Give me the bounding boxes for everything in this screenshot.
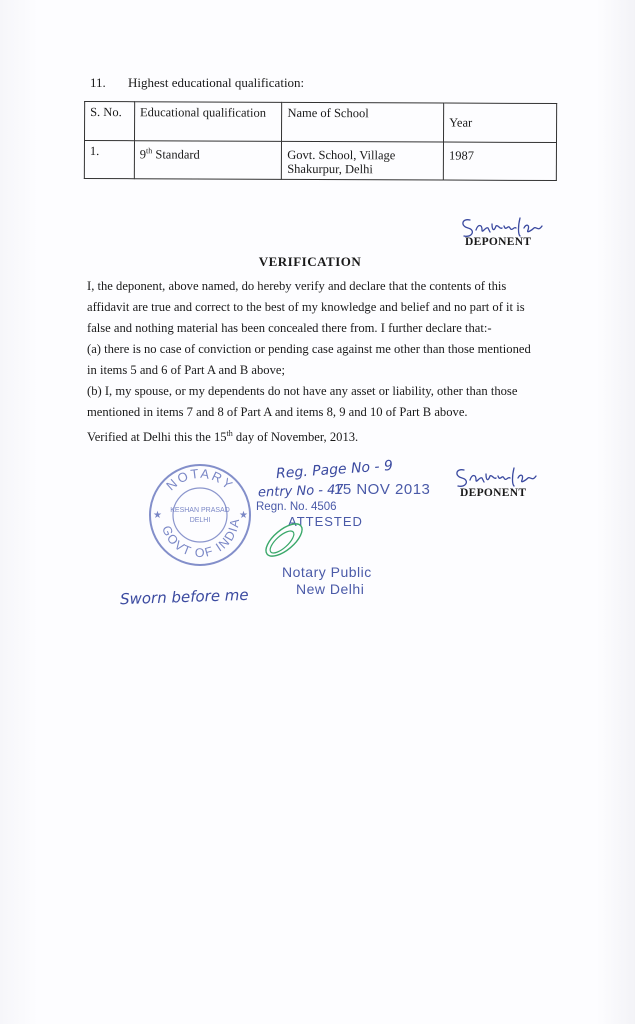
item-heading-text: Highest educational qualification: bbox=[128, 75, 305, 90]
svg-text:★: ★ bbox=[239, 510, 248, 521]
deponent-label-2: DEPONENT bbox=[460, 487, 527, 499]
handwritten-entry-no: entry No - 47 bbox=[257, 482, 344, 501]
svg-text:GOVT OF INDIA: GOVT OF INDIA bbox=[159, 516, 243, 561]
notary-date-stamp: 15 NOV 2013 bbox=[334, 481, 431, 498]
svg-text:DELHI: DELHI bbox=[189, 517, 211, 524]
svg-text:★: ★ bbox=[153, 510, 162, 521]
verification-line-1: I, the deponent, above named, do hereby verify and declare that the contents of this bbox=[87, 279, 507, 293]
item-number: 11. bbox=[90, 75, 106, 90]
table-header-sno: S. No. bbox=[85, 101, 135, 140]
item-11-heading bbox=[90, 75, 304, 91]
attested-stamp: ATTESTED bbox=[288, 514, 363, 529]
table-header-year: Year bbox=[444, 103, 557, 142]
cell-sno: 1. bbox=[84, 140, 134, 178]
notary-initials-mark bbox=[258, 518, 312, 564]
svg-text:NOTARY: NOTARY bbox=[163, 465, 237, 494]
verification-line-4: (a) there is no case of conviction or pending case against me other than those mentioned bbox=[87, 342, 531, 356]
table-header-row bbox=[85, 101, 557, 142]
notary-city-stamp: New Delhi bbox=[296, 581, 365, 597]
deponent-label-1: DEPONENT bbox=[465, 236, 532, 248]
verification-line-7: mentioned in items 7 and 8 of Part A and items 8, 9 and 10 of Part B above. bbox=[87, 405, 468, 419]
verification-line-2: affidavit are true and correct to the best of my knowledge and belief and no part of it is bbox=[87, 300, 525, 314]
notary-regn-stamp: Regn. No. 4506 bbox=[256, 501, 337, 513]
notary-seal-icon bbox=[147, 462, 253, 568]
verification-line-5: in items 5 and 6 of Part A and B above; bbox=[87, 363, 285, 377]
verification-line-3: false and nothing material has been concealed there from. I further declare that:- bbox=[87, 321, 492, 335]
verification-line-6: (b) I, my spouse, or my dependents do not have any asset or liability, other than those bbox=[87, 384, 518, 398]
cell-qualification: 9th Standard bbox=[134, 141, 282, 180]
verified-at-line: Verified at Delhi this the 15th day of November, 2013. bbox=[87, 429, 359, 445]
verification-body bbox=[87, 276, 533, 448]
table-row bbox=[84, 140, 556, 180]
table-header-qualification: Educational qualification bbox=[134, 102, 282, 142]
cell-year: 1987 bbox=[443, 142, 556, 180]
svg-text:KESHAN PRASAD: KESHAN PRASAD bbox=[170, 507, 230, 514]
handwritten-sworn-before-me: Sworn before me bbox=[119, 585, 249, 609]
verification-title: VERIFICATION bbox=[258, 254, 362, 269]
handwritten-reg-page: Reg. Page No - 9 bbox=[275, 457, 394, 483]
cell-school: Govt. School, Village Shakurpur, Delhi bbox=[282, 141, 444, 180]
notary-public-stamp: Notary Public bbox=[282, 564, 372, 580]
table-header-school: Name of School bbox=[282, 102, 444, 142]
qualification-table bbox=[84, 101, 557, 181]
